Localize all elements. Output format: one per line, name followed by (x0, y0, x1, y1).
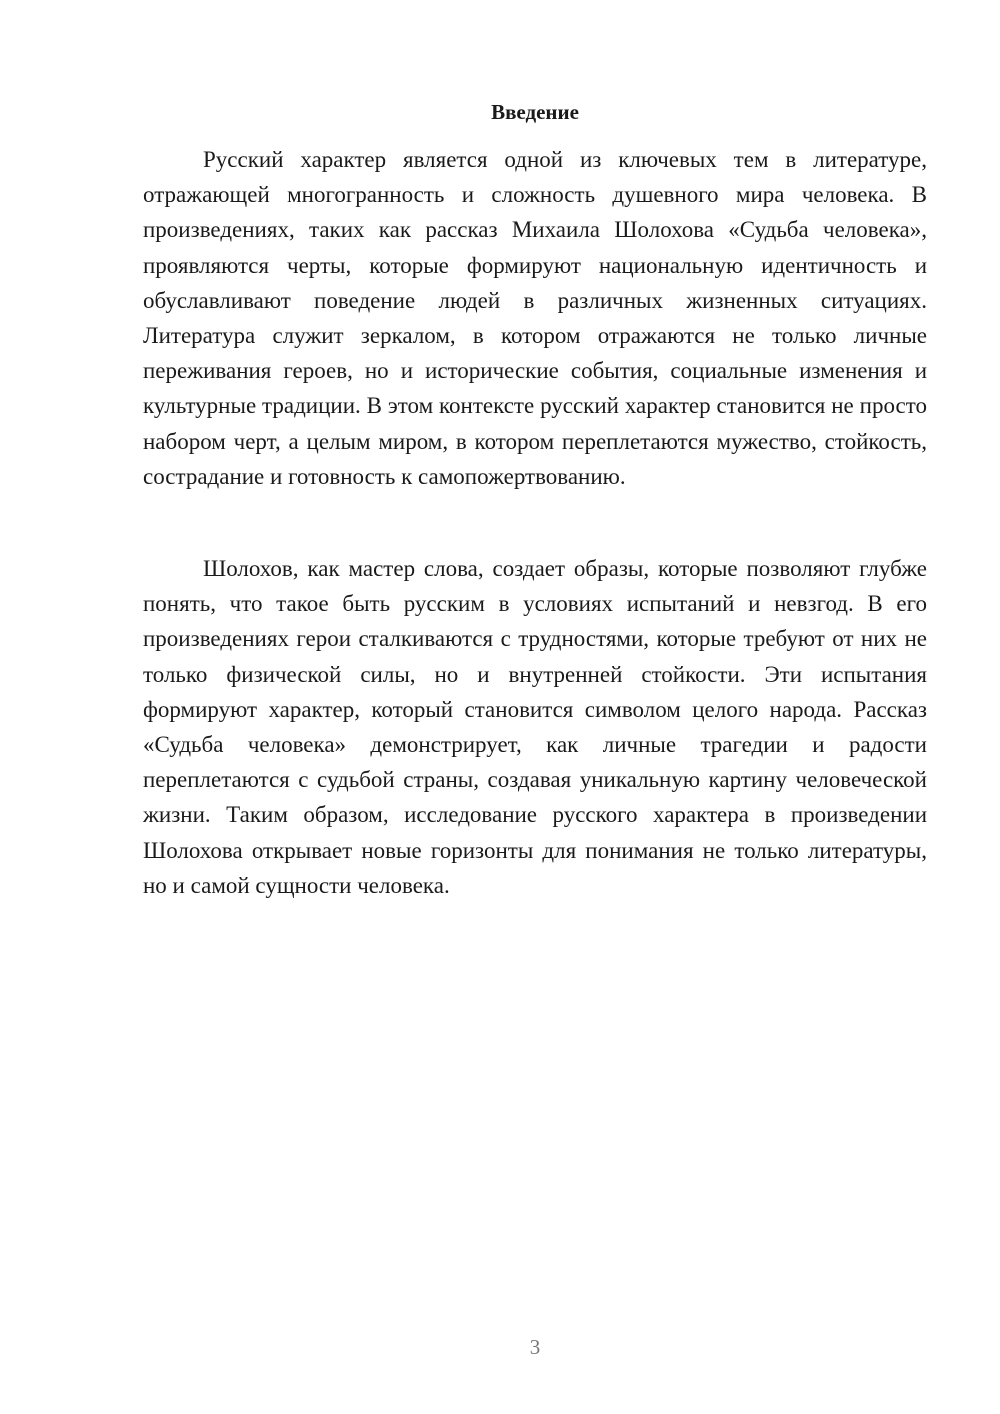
page-number: 3 (529, 1335, 541, 1359)
section-heading: Введение (491, 100, 579, 124)
paragraph-block-2 (143, 551, 927, 903)
paragraph-block-1 (143, 142, 927, 494)
paragraph-1: Русский характер является одной из ключевых тем в литературе, отражающей многогранность и сложность душевного мира человека. В произведениях, таких как рассказ Михаила Шолохова «Судьба человека», проявляются черты, которые формируют национальную идентичность и обуславливают поведение людей в различных жизненных ситуациях. Литература служит зеркалом, в котором отражаются не только личные переживания героев, но и исторические события, социальные изменения и культурные традиции. В этом контексте русский характер становится не просто набором черт, а целым миром, в котором переплетаются мужество, стойкость, сострадание и готовность к самопожертвованию. (143, 147, 927, 489)
paragraph-2: Шолохов, как мастер слова, создает образы, которые позволяют глубже понять, что такое быть русским в условиях испытаний и невзгод. В его произведениях герои сталкиваются с трудностями, которые требуют от них не только физической силы, но и внутренней стойкости. Эти испытания формируют характер, который становится символом целого народа. Рассказ «Судьба человека» демонстрирует, как личные трагедии и радости переплетаются с судьбой страны, создавая уникальную картину человеческой жизни. Таким образом, исследование русского характера в произведении Шолохова открывает новые горизонты для понимания не только литературы, но и самой сущности человека. (143, 556, 927, 898)
